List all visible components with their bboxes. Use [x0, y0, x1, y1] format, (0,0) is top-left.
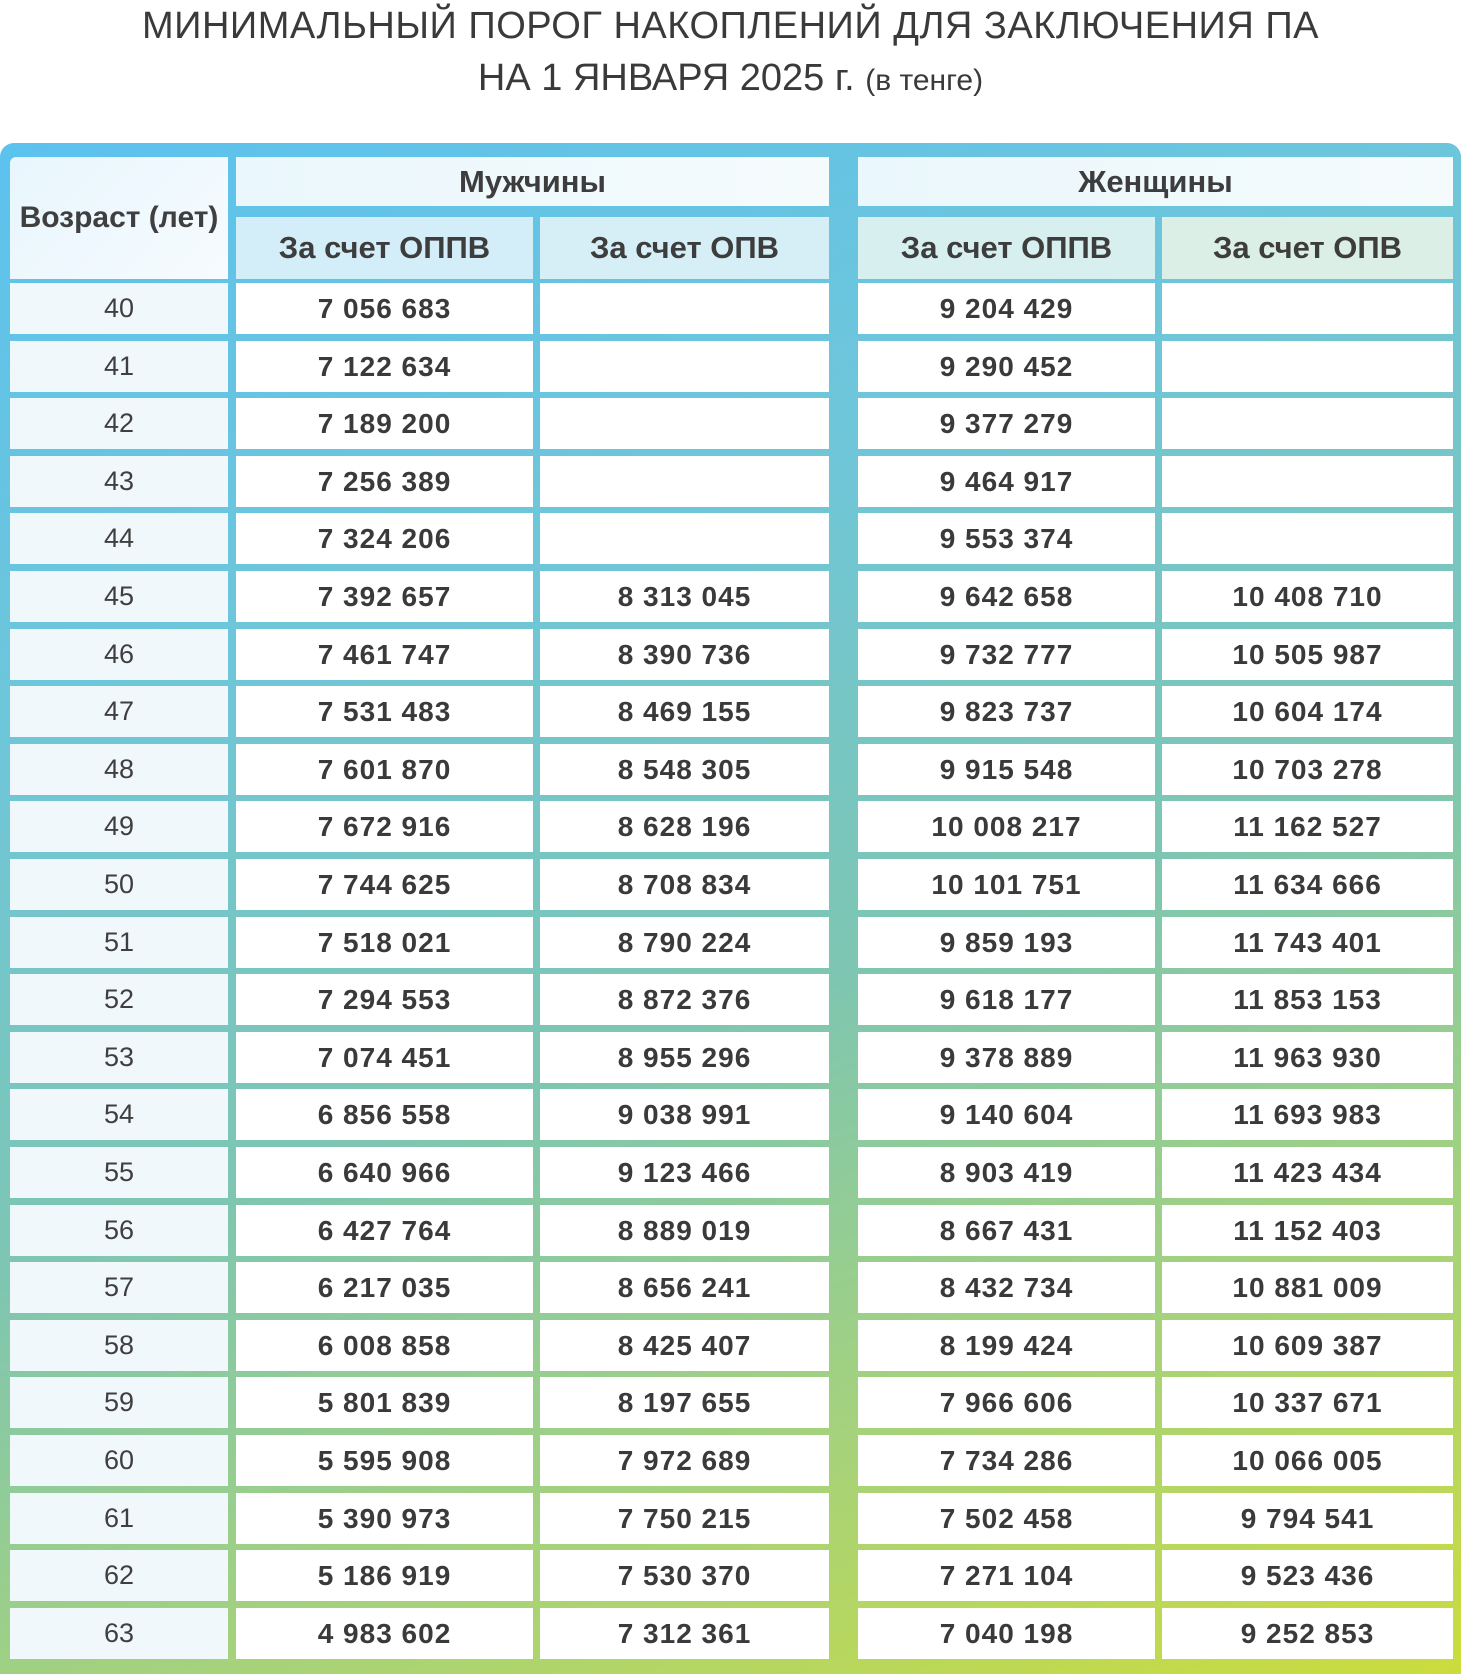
- women-oppv-cell: 9 290 452: [858, 341, 1155, 392]
- age-cell: 63: [10, 1608, 228, 1659]
- age-cell: 52: [10, 974, 228, 1025]
- women-opv-cell: 10 604 174: [1162, 686, 1453, 737]
- men-oppv-cell: 6 427 764: [236, 1205, 533, 1256]
- men-opv-cell: 8 425 407: [540, 1320, 829, 1371]
- women-opv-cell: 10 505 987: [1162, 629, 1453, 680]
- women-oppv-cell: 9 642 658: [858, 571, 1155, 622]
- men-opv-cell: 9 123 466: [540, 1147, 829, 1198]
- age-cell: 53: [10, 1032, 228, 1083]
- women-opv-cell: 11 634 666: [1162, 859, 1453, 910]
- men-opv-header: За счет ОПВ: [540, 217, 829, 279]
- age-cell: 45: [10, 571, 228, 622]
- women-oppv-cell: 7 271 104: [858, 1550, 1155, 1601]
- age-cell: 41: [10, 341, 228, 392]
- age-cell: 62: [10, 1550, 228, 1601]
- age-cell: 40: [10, 283, 228, 334]
- women-opv-cell: [1162, 283, 1453, 334]
- men-oppv-cell: 7 531 483: [236, 686, 533, 737]
- men-opv-cell: 8 313 045: [540, 571, 829, 622]
- men-oppv-cell: 6 856 558: [236, 1089, 533, 1140]
- men-opv-cell: 8 628 196: [540, 801, 829, 852]
- men-opv-cell: 8 548 305: [540, 744, 829, 795]
- title-date: НА 1 ЯНВАРЯ 2025 г.: [477, 57, 855, 99]
- women-opv-cell: [1162, 456, 1453, 507]
- title-line-1: МИНИМАЛЬНЫЙ ПОРОГ НАКОПЛЕНИЙ ДЛЯ ЗАКЛЮЧЕНИЯ ПА: [142, 5, 1319, 47]
- title-unit: (в тенге): [865, 64, 984, 97]
- age-cell: 50: [10, 859, 228, 910]
- men-opv-cell: 9 038 991: [540, 1089, 829, 1140]
- men-opv-cell: [540, 513, 829, 564]
- women-opv-cell: [1162, 398, 1453, 449]
- age-cell: 47: [10, 686, 228, 737]
- men-oppv-cell: 7 601 870: [236, 744, 533, 795]
- men-opv-cell: 8 790 224: [540, 917, 829, 968]
- women-oppv-cell: 8 432 734: [858, 1262, 1155, 1313]
- age-cell: 60: [10, 1435, 228, 1486]
- age-cell: 51: [10, 917, 228, 968]
- men-oppv-cell: 5 801 839: [236, 1377, 533, 1428]
- age-cell: 54: [10, 1089, 228, 1140]
- men-oppv-cell: 7 122 634: [236, 341, 533, 392]
- men-oppv-cell: 7 461 747: [236, 629, 533, 680]
- age-cell: 61: [10, 1493, 228, 1544]
- women-opv-header: За счет ОПВ: [1162, 217, 1453, 279]
- women-oppv-cell: 9 915 548: [858, 744, 1155, 795]
- women-oppv-cell: 7 966 606: [858, 1377, 1155, 1428]
- women-opv-cell: [1162, 341, 1453, 392]
- age-cell: 49: [10, 801, 228, 852]
- women-opv-cell: 10 337 671: [1162, 1377, 1453, 1428]
- women-oppv-cell: 9 618 177: [858, 974, 1155, 1025]
- men-opv-cell: 7 750 215: [540, 1493, 829, 1544]
- men-oppv-cell: 5 186 919: [236, 1550, 533, 1601]
- women-opv-cell: 11 693 983: [1162, 1089, 1453, 1140]
- men-oppv-cell: 7 672 916: [236, 801, 533, 852]
- women-opv-cell: 10 066 005: [1162, 1435, 1453, 1486]
- women-opv-cell: 10 609 387: [1162, 1320, 1453, 1371]
- women-opv-cell: 9 523 436: [1162, 1550, 1453, 1601]
- men-opv-cell: 8 390 736: [540, 629, 829, 680]
- women-oppv-cell: 9 377 279: [858, 398, 1155, 449]
- men-oppv-header: За счет ОППВ: [236, 217, 533, 279]
- women-oppv-cell: 8 199 424: [858, 1320, 1155, 1371]
- women-oppv-cell: 9 823 737: [858, 686, 1155, 737]
- women-oppv-cell: 7 040 198: [858, 1608, 1155, 1659]
- women-opv-cell: 10 703 278: [1162, 744, 1453, 795]
- men-oppv-cell: 7 744 625: [236, 859, 533, 910]
- women-oppv-cell: 8 667 431: [858, 1205, 1155, 1256]
- women-opv-cell: 11 743 401: [1162, 917, 1453, 968]
- men-opv-cell: 8 955 296: [540, 1032, 829, 1083]
- women-group-header: Женщины: [858, 157, 1453, 206]
- women-oppv-header: За счет ОППВ: [858, 217, 1155, 279]
- men-opv-cell: [540, 283, 829, 334]
- title-line-2: [0, 56, 1461, 103]
- men-oppv-cell: 5 390 973: [236, 1493, 533, 1544]
- age-cell: 56: [10, 1205, 228, 1256]
- women-oppv-cell: 7 502 458: [858, 1493, 1155, 1544]
- men-opv-cell: 8 708 834: [540, 859, 829, 910]
- men-opv-cell: 8 197 655: [540, 1377, 829, 1428]
- women-oppv-cell: 7 734 286: [858, 1435, 1155, 1486]
- women-opv-cell: 9 794 541: [1162, 1493, 1453, 1544]
- men-opv-cell: 7 312 361: [540, 1608, 829, 1659]
- age-cell: 44: [10, 513, 228, 564]
- men-oppv-cell: 7 256 389: [236, 456, 533, 507]
- women-opv-cell: [1162, 513, 1453, 564]
- age-cell: 46: [10, 629, 228, 680]
- women-oppv-cell: 9 859 193: [858, 917, 1155, 968]
- women-opv-cell: 11 152 403: [1162, 1205, 1453, 1256]
- men-oppv-cell: 6 008 858: [236, 1320, 533, 1371]
- men-opv-cell: 8 889 019: [540, 1205, 829, 1256]
- age-cell: 48: [10, 744, 228, 795]
- men-oppv-cell: 7 324 206: [236, 513, 533, 564]
- women-opv-cell: 9 252 853: [1162, 1608, 1453, 1659]
- women-opv-cell: 10 881 009: [1162, 1262, 1453, 1313]
- women-opv-cell: 11 423 434: [1162, 1147, 1453, 1198]
- women-opv-cell: 11 853 153: [1162, 974, 1453, 1025]
- men-oppv-cell: 7 392 657: [236, 571, 533, 622]
- men-opv-cell: 7 530 370: [540, 1550, 829, 1601]
- women-oppv-cell: 9 204 429: [858, 283, 1155, 334]
- men-oppv-cell: 4 983 602: [236, 1608, 533, 1659]
- men-opv-cell: [540, 456, 829, 507]
- women-opv-cell: 11 162 527: [1162, 801, 1453, 852]
- men-oppv-cell: 6 640 966: [236, 1147, 533, 1198]
- men-opv-cell: 8 656 241: [540, 1262, 829, 1313]
- men-opv-cell: 8 469 155: [540, 686, 829, 737]
- women-oppv-cell: 8 903 419: [858, 1147, 1155, 1198]
- women-oppv-cell: 9 464 917: [858, 456, 1155, 507]
- age-cell: 42: [10, 398, 228, 449]
- age-cell: 59: [10, 1377, 228, 1428]
- men-oppv-cell: 7 074 451: [236, 1032, 533, 1083]
- men-opv-cell: [540, 398, 829, 449]
- age-cell: 58: [10, 1320, 228, 1371]
- men-oppv-cell: 7 518 021: [236, 917, 533, 968]
- men-group-header: Мужчины: [236, 157, 829, 206]
- men-opv-cell: 8 872 376: [540, 974, 829, 1025]
- men-oppv-cell: 5 595 908: [236, 1435, 533, 1486]
- age-cell: 55: [10, 1147, 228, 1198]
- men-oppv-cell: 7 189 200: [236, 398, 533, 449]
- men-oppv-cell: 6 217 035: [236, 1262, 533, 1313]
- women-oppv-cell: 9 378 889: [858, 1032, 1155, 1083]
- age-column-header: Возраст (лет): [10, 157, 228, 279]
- women-oppv-cell: 10 008 217: [858, 801, 1155, 852]
- men-oppv-cell: 7 056 683: [236, 283, 533, 334]
- women-oppv-cell: 10 101 751: [858, 859, 1155, 910]
- women-opv-cell: 11 963 930: [1162, 1032, 1453, 1083]
- women-oppv-cell: 9 553 374: [858, 513, 1155, 564]
- women-opv-cell: 10 408 710: [1162, 571, 1453, 622]
- age-cell: 43: [10, 456, 228, 507]
- men-oppv-cell: 7 294 553: [236, 974, 533, 1025]
- men-opv-cell: 7 972 689: [540, 1435, 829, 1486]
- women-oppv-cell: 9 732 777: [858, 629, 1155, 680]
- age-cell: 57: [10, 1262, 228, 1313]
- men-opv-cell: [540, 341, 829, 392]
- women-oppv-cell: 9 140 604: [858, 1089, 1155, 1140]
